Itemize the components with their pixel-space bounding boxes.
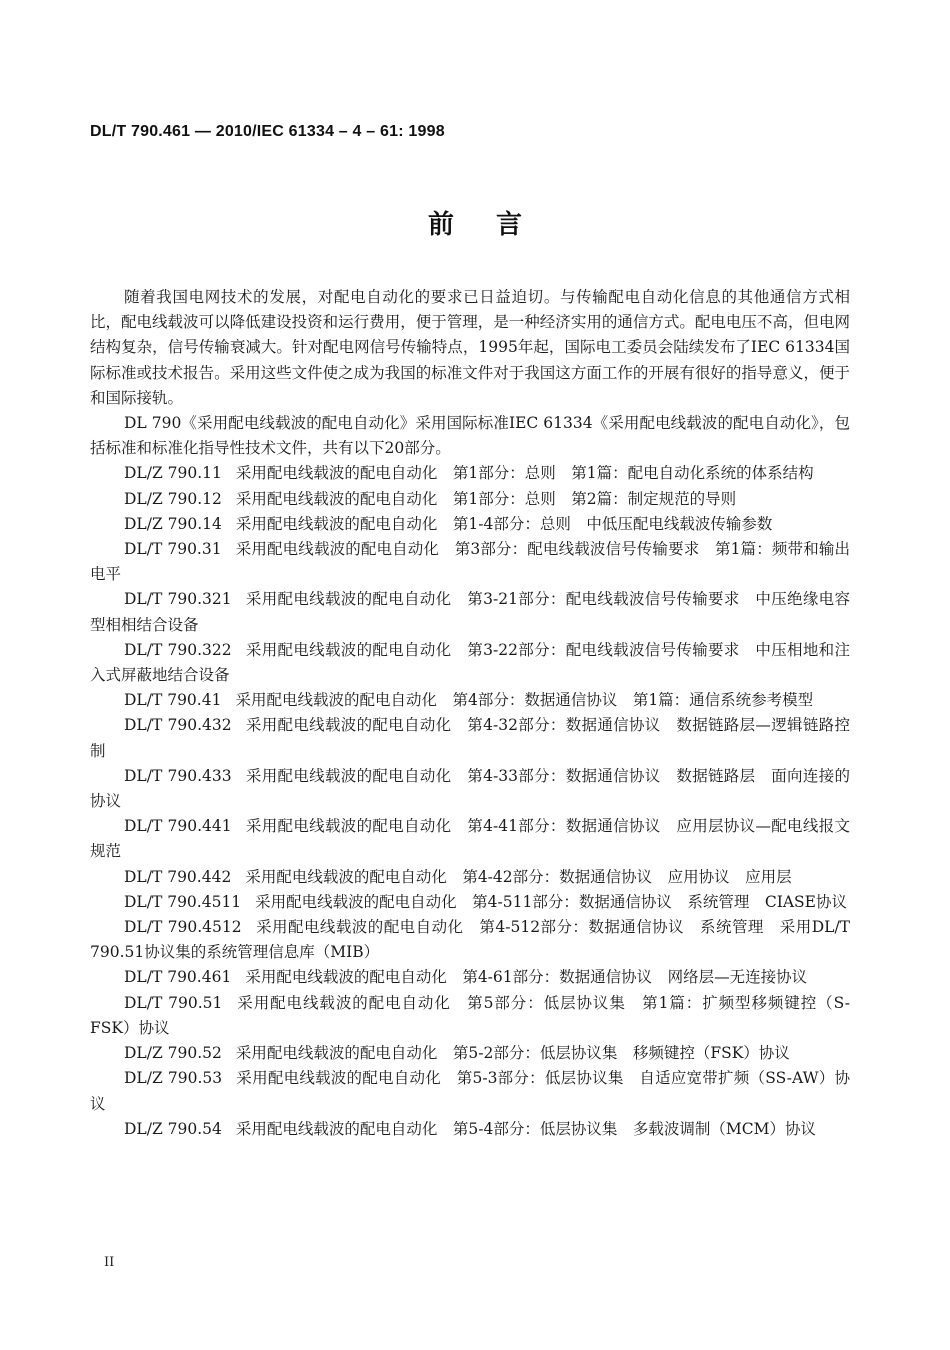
standard-code: DL/Z 790.14 bbox=[124, 514, 222, 533]
standard-list-item bbox=[90, 512, 850, 537]
standard-list-item bbox=[90, 713, 850, 763]
page-title: 前言 bbox=[427, 210, 564, 240]
standard-code: DL/T 790.31 bbox=[124, 540, 222, 559]
standard-title: 采用配电线载波的配电自动化 第5-2部分：低层协议集 移频键控（FSK）协议 bbox=[235, 1044, 790, 1063]
standard-title: 采用配电线载波的配电自动化 第4-32部分：数据通信协议 数据链路层—逻辑链路控制 bbox=[90, 716, 850, 760]
standard-title: 采用配电线载波的配电自动化 第1部分：总则 第1篇：配电自动化系统的体系结构 bbox=[235, 464, 814, 483]
standard-title: 采用配电线载波的配电自动化 第1-4部分：总则 中低压配电线载波传输参数 bbox=[235, 514, 773, 533]
standard-title: 采用配电线载波的配电自动化 第4部分：数据通信协议 第1篇：通信系统参考模型 bbox=[235, 691, 814, 710]
standard-code: DL/Z 790.11 bbox=[124, 464, 222, 483]
standard-title: 采用配电线载波的配电自动化 第4-41部分：数据通信协议 应用层协议—配电线报文规范 bbox=[90, 817, 850, 861]
standard-title: 采用配电线载波的配电自动化 第5-4部分：低层协议集 多载波调制（MCM）协议 bbox=[235, 1119, 816, 1138]
standard-title: 采用配电线载波的配电自动化 第5-3部分：低层协议集 自适应宽带扩频（SS-AW）协议 bbox=[90, 1069, 851, 1113]
standard-code: DL/T 790.41 bbox=[124, 691, 222, 710]
standard-list-item bbox=[90, 1041, 850, 1066]
standard-title: 采用配电线载波的配电自动化 第3-21部分：配电线载波信号传输要求 中压绝缘电容型相相结合设备 bbox=[90, 590, 850, 634]
standard-code: DL/Z 790.12 bbox=[124, 489, 222, 508]
standard-list-item bbox=[90, 915, 850, 965]
standard-list-item bbox=[90, 638, 850, 688]
standard-title: 采用配电线载波的配电自动化 第4-33部分：数据通信协议 数据链路层 面向连接的协议 bbox=[90, 766, 850, 811]
standard-code: DL/T 790.51 bbox=[124, 993, 223, 1012]
standard-code: DL/T 790.432 bbox=[124, 716, 232, 735]
standard-list-item bbox=[90, 991, 850, 1041]
standard-code: DL/Z 790.53 bbox=[124, 1069, 223, 1088]
standard-code: DL/T 790.441 bbox=[124, 817, 232, 836]
standard-code: DL/T 790.433 bbox=[124, 766, 232, 785]
standard-title: 采用配电线载波的配电自动化 第4-512部分：数据通信协议 系统管理 采用DL/T 790.51协议集的系统管理信息库（MIB） bbox=[90, 918, 850, 962]
standard-title: 采用配电线载波的配电自动化 第5部分：低层协议集 第1篇：扩频型移频键控（S-FSK）协议 bbox=[90, 993, 850, 1037]
standard-list-item bbox=[90, 461, 850, 486]
standard-title: 采用配电线载波的配电自动化 第4-511部分：数据通信协议 系统管理 CIASE协议 bbox=[255, 892, 847, 911]
intro-paragraph: DL 790《采用配电线载波的配电自动化》采用国际标准IEC 61334《采用配电线载波的配电自动化》，包括标准和标准化指导性技术文件，共有以下20部分。 bbox=[90, 414, 850, 458]
body-text bbox=[90, 285, 850, 1142]
standard-list-item bbox=[90, 814, 850, 864]
standard-header-code: DL/T 790.461 — 2010/IEC 61334 – 4 – 61: 1998 bbox=[90, 123, 445, 140]
standard-title: 采用配电线载波的配电自动化 第3-22部分：配电线载波信号传输要求 中压相地和注入式屏蔽地结合设备 bbox=[90, 640, 850, 685]
standard-code: DL/T 790.4512 bbox=[124, 918, 242, 937]
standards-list bbox=[90, 461, 850, 1141]
standard-list-item bbox=[90, 764, 850, 814]
standard-code: DL/T 790.322 bbox=[124, 640, 232, 659]
standard-list-item bbox=[90, 587, 850, 637]
standard-code: DL/T 790.321 bbox=[124, 590, 232, 609]
standard-title: 采用配电线载波的配电自动化 第3部分：配电线载波信号传输要求 第1篇：频带和输出电平 bbox=[90, 540, 850, 584]
standard-title: 采用配电线载波的配电自动化 第4-61部分：数据通信协议 网络层—无连接协议 bbox=[245, 968, 808, 987]
standard-list-item bbox=[90, 865, 850, 890]
standard-code: DL/T 790.442 bbox=[124, 867, 232, 886]
standard-list-item bbox=[90, 1066, 850, 1116]
standard-title: 采用配电线载波的配电自动化 第1部分：总则 第2篇：制定规范的导则 bbox=[235, 489, 737, 508]
standard-code: DL/T 790.4511 bbox=[124, 892, 242, 911]
standard-list-item bbox=[90, 1117, 850, 1142]
standard-list-item bbox=[90, 537, 850, 587]
standard-title: 采用配电线载波的配电自动化 第4-42部分：数据通信协议 应用协议 应用层 bbox=[245, 867, 792, 886]
page-number: II bbox=[104, 1255, 115, 1270]
standard-list-item bbox=[90, 890, 850, 915]
standard-list-item bbox=[90, 487, 850, 512]
standard-list-item bbox=[90, 688, 850, 713]
standard-code: DL/Z 790.54 bbox=[124, 1119, 222, 1138]
standard-code: DL/Z 790.52 bbox=[124, 1044, 222, 1063]
standard-code: DL/T 790.461 bbox=[124, 968, 232, 987]
standard-list-item bbox=[90, 965, 850, 990]
intro-paragraph: 随着我国电网技术的发展，对配电自动化的要求已日益迫切。与传输配电自动化信息的其他通信方式相比，配电线载波可以降低建设投资和运行费用，便于管理，是一种经济实用的通信方式。配电电压不高，但电网结构复杂，信号传输衰减大。针对配电网信号传输特点，1995年起，国际电工委员会陆续发布了IEC 61334国际标准或技术报告。采用这些文件使之成为我国的标准文件对于我国这方面工作的开展有很好的指导意义，便于和国际接轨。 bbox=[90, 288, 850, 407]
